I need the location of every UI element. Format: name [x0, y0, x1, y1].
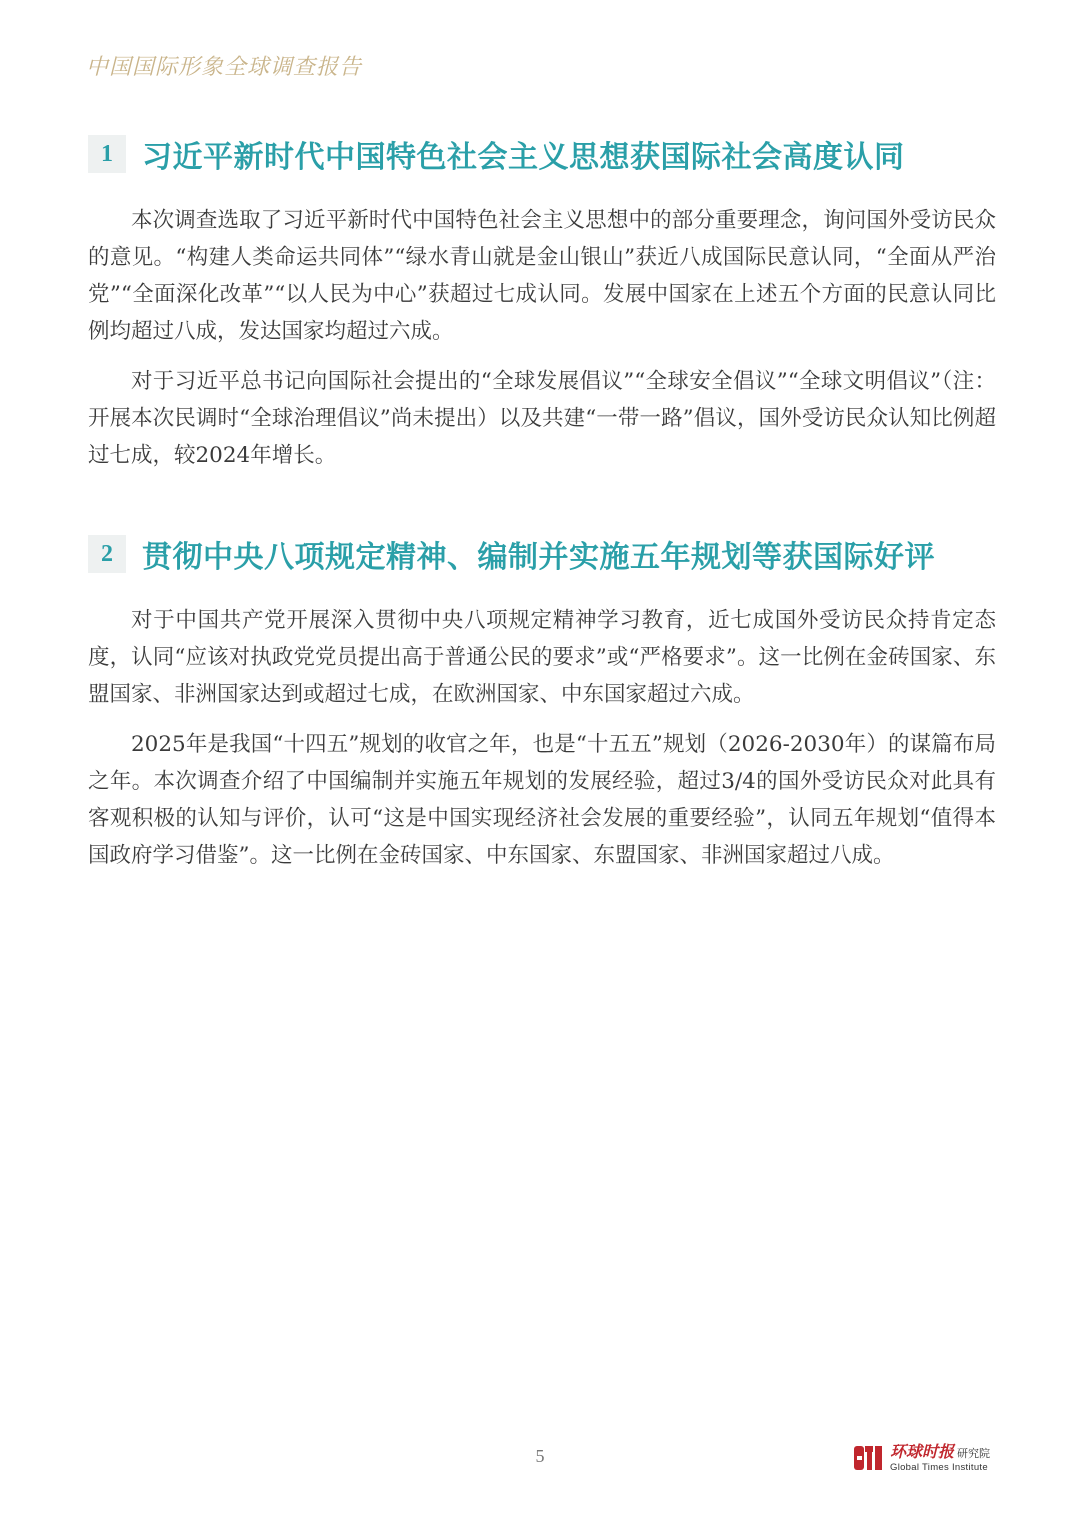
logo-cn-sub: 研究院 — [957, 1446, 991, 1460]
section-1 — [88, 128, 996, 487]
paragraph: 本次调查选取了习近平新时代中国特色社会主义思想中的部分重要理念，询问国外受访民众的意见。“构建人类命运共同体”“绿水青山就是金山银山”获近八成国际民意认同，“全面从严治党”“全面深化改革”“以人民为中心”获超过七成认同。发展中国家在上述五个方面的民意认同比例均超过八成，发达国家均超过六成。 — [88, 208, 996, 344]
paragraph: 对于习近平总书记向国际社会提出的“全球发展倡议”“全球安全倡议”“全球文明倡议”（注：开展本次民调时“全球治理倡议”尚未提出）以及共建“一带一路”倡议，国外受访民众认知比例超过七成，较2024年增长。 — [88, 369, 996, 468]
publisher-logo — [852, 1440, 990, 1476]
section-title: 贯彻中央八项规定精神、编制并实施五年规划等获国际好评 — [142, 540, 935, 575]
logo-cn-row — [890, 1441, 991, 1461]
logo-cn-name: 环球时报 — [890, 1441, 955, 1461]
paragraph: 对于中国共产党开展深入贯彻中央八项规定精神学习教育，近七成国外受访民众持肯定态度，认同“应该对执政党党员提出高于普通公民的要求”或“严格要求”。这一比例在金砖国家、东盟国家、非洲国家达到或超过七成，在欧洲国家、中东国家超过六成。 — [88, 608, 996, 707]
logo-en-name: Global Times Institute — [890, 1461, 988, 1473]
logo-text — [890, 1441, 991, 1473]
section-heading — [88, 128, 996, 180]
running-header: 中国国际形象全球调查报告 — [86, 55, 363, 80]
section-number: 1 — [88, 135, 126, 173]
gti-logo-icon — [852, 1442, 884, 1474]
section-heading — [88, 528, 996, 580]
section-title: 习近平新时代中国特色社会主义思想获国际社会高度认同 — [142, 140, 905, 175]
page-number: 5 — [535, 1446, 545, 1466]
section-number: 2 — [88, 535, 126, 573]
section-2 — [88, 528, 996, 887]
paragraph: 2025年是我国“十四五”规划的收官之年，也是“十五五”规划（2026-2030年）的谋篇布局之年。本次调查介绍了中国编制并实施五年规划的发展经验，超过3/4的国外受访民众对此具有客观积极的认知与评价，认可“这是中国实现经济社会发展的重要经验”，认同五年规划“值得本国政府学习借鉴”。这一比例在金砖国家、中东国家、东盟国家、非洲国家超过八成。 — [88, 732, 996, 868]
